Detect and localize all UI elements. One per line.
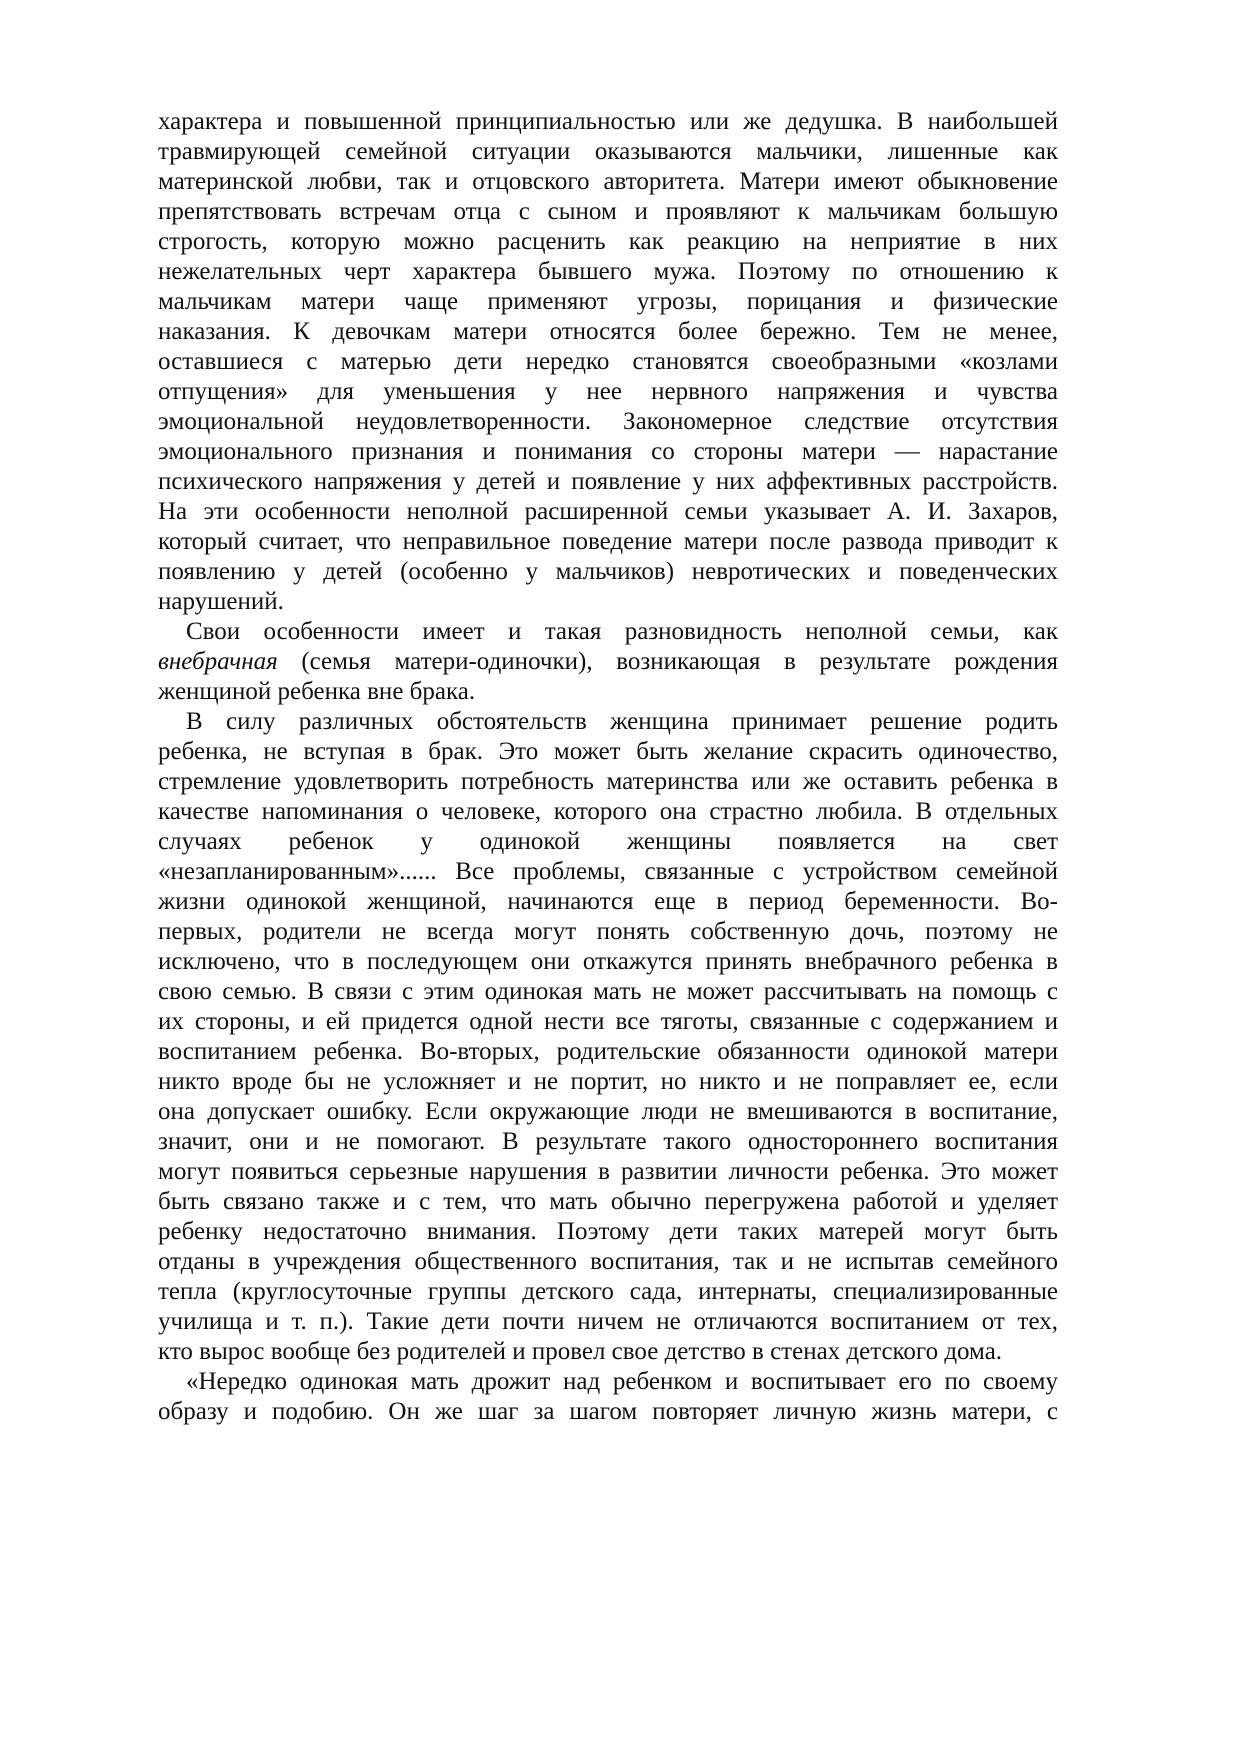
text-line: наказания. К девочкам матери относятся более бережно. Тем не менее, — [158, 318, 1058, 345]
text-line: исключено, что в последующем они откажутся принять внебрачного ребенка в — [158, 948, 1058, 975]
text-line: ребенка, не вступая в брак. Это может быть желание скрасить одиночество, — [158, 738, 1058, 765]
paragraph-3 — [158, 707, 1058, 1367]
text-line — [158, 647, 1058, 677]
text-line: На эти особенности неполной расширенной семьи указывает А. И. Захаров, — [158, 498, 1058, 525]
text-line: свою семью. В связи с этим одинокая мать не может рассчитывать на помощь с — [158, 978, 1058, 1005]
text-line: «Нередко одинокая мать дрожит над ребенком и воспитывает его по своему — [186, 1368, 1058, 1395]
text-line: отпущения» для уменьшения у нее нервного напряжения и чувства — [158, 378, 1058, 405]
text-line: препятствовать встречам отца с сыном и проявляют к мальчикам большую — [158, 198, 1058, 225]
text-line: быть связано также и с тем, что мать обычно перегружена работой и уделяет — [158, 1188, 1058, 1215]
text-line: Свои особенности имеет и такая разновидность неполной семьи, как — [186, 618, 1058, 645]
text-line-rest: (семья матери-одиночки), возникающая в результате рождения — [277, 648, 1058, 675]
text-line: нежелательных черт характера бывшего мужа. Поэтому по отношению к — [158, 258, 1058, 285]
text-line: значит, они и не помогают. В результате такого одностороннего воспитания — [158, 1128, 1058, 1155]
text-line: воспитанием ребенка. Во-вторых, родительские обязанности одинокой матери — [158, 1038, 1058, 1065]
text-line: случаях ребенок у одинокой женщины появляется на свет — [158, 828, 1058, 855]
text-line: «незапланированным»...... Все проблемы, связанные с устройством семейной — [158, 858, 1058, 885]
text-line: женщиной ребенка вне брака. — [158, 678, 476, 705]
text-line: эмоционального признания и понимания со стороны матери — нарастание — [158, 438, 1058, 465]
text-line: оставшиеся с матерью дети нередко становятся своеобразными «козлами — [158, 348, 1058, 375]
paragraph-4 — [158, 1367, 1058, 1427]
text-line: никто вроде бы не усложняет и не портит, но никто и не поправляет ее, если — [158, 1068, 1058, 1095]
text-line: первых, родители не всегда могут понять собственную дочь, поэтому не — [158, 918, 1058, 945]
document-page — [158, 107, 1058, 1427]
text-line: травмирующей семейной ситуации оказываются мальчики, лишенные как — [158, 138, 1058, 165]
text-line: качестве напоминания о человеке, которого она страстно любила. В отдельных — [158, 798, 1058, 825]
text-line: мальчикам матери чаще применяют угрозы, порицания и физические — [158, 288, 1058, 315]
paragraph-2 — [158, 617, 1058, 707]
text-line: материнской любви, так и отцовского авторитета. Матери имеют обыкновение — [158, 168, 1058, 195]
text-line: их стороны, и ей придется одной нести все тяготы, связанные с содержанием и — [158, 1008, 1058, 1035]
text-line: кто вырос вообще без родителей и провел свое детство в стенах детского дома. — [158, 1338, 1003, 1365]
text-line: могут появиться серьезные нарушения в развитии личности ребенка. Это может — [158, 1158, 1058, 1185]
text-line: психического напряжения у детей и появление у них аффективных расстройств. — [158, 468, 1058, 495]
text-line: характера и повышенной принципиальностью или же дедушка. В наибольшей — [158, 108, 1058, 135]
text-line: эмоциональной неудовлетворенности. Закономерное следствие отсутствия — [158, 408, 1058, 435]
text-line: ребенку недостаточно внимания. Поэтому дети таких матерей могут быть — [158, 1218, 1058, 1245]
text-line: образу и подобию. Он же шаг за шагом повторяет личную жизнь матери, с — [158, 1398, 1058, 1425]
text-line: тепла (круглосуточные группы детского сада, интернаты, специализированные — [158, 1278, 1058, 1305]
text-line: В силу различных обстоятельств женщина принимает решение родить — [186, 708, 1058, 735]
text-line: стремление удовлетворить потребность материнства или же оставить ребенка в — [158, 768, 1058, 795]
text-line: училища и т. п.). Такие дети почти ничем не отличаются воспитанием от тех, — [158, 1308, 1058, 1335]
paragraph-1 — [158, 107, 1058, 617]
text-line: появлению у детей (особенно у мальчиков) невротических и поведенческих — [158, 558, 1058, 585]
text-line: она допускает ошибку. Если окружающие люди не вмешиваются в воспитание, — [158, 1098, 1058, 1125]
text-line: строгость, которую можно расценить как реакцию на неприятие в них — [158, 228, 1058, 255]
text-line: жизни одинокой женщиной, начинаются еще в период беременности. Во- — [158, 888, 1058, 915]
text-line: нарушений. — [158, 588, 284, 615]
text-line: который считает, что неправильное поведение матери после развода приводит к — [158, 528, 1058, 555]
italic-term: внебрачная — [158, 648, 278, 675]
text-line: отданы в учреждения общественного воспитания, так и не испытав семейного — [158, 1248, 1058, 1275]
